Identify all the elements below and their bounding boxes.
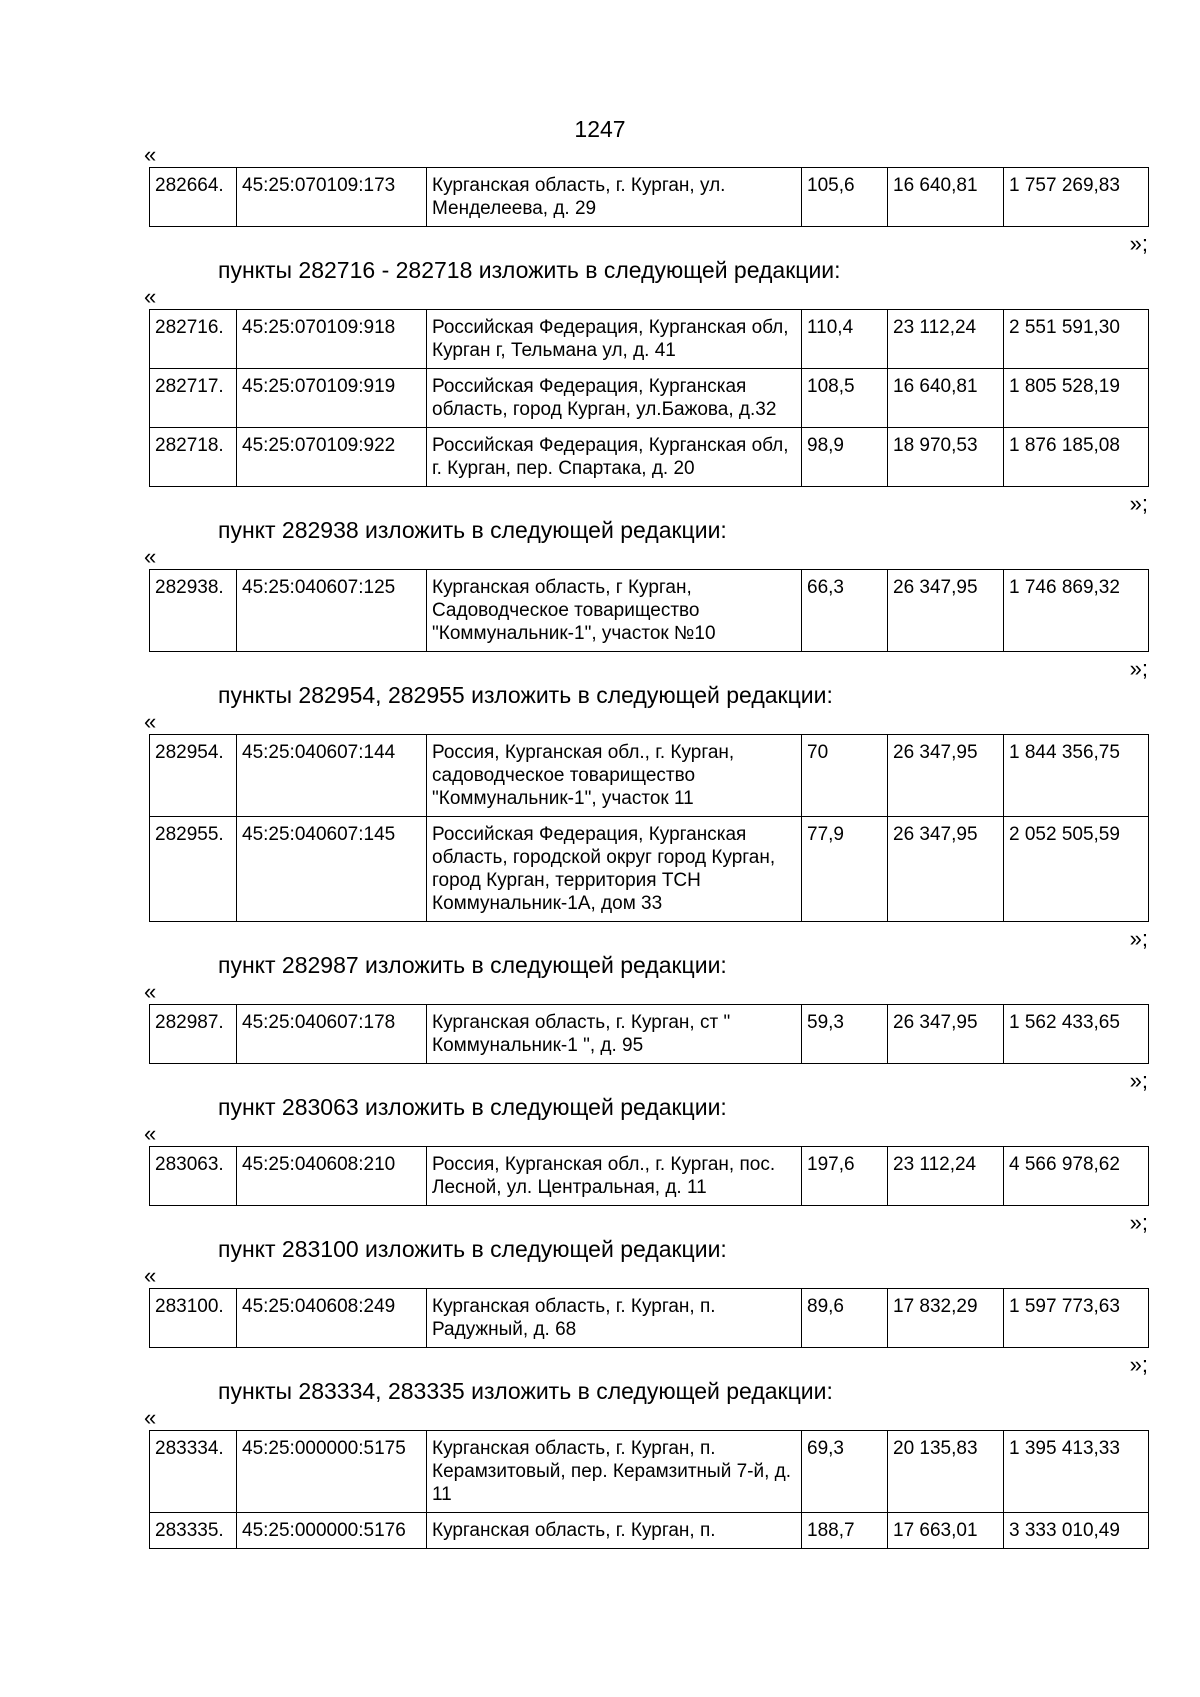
opening-quote: «	[144, 1405, 157, 1430]
specific-value-cell: 26 347,95	[888, 735, 1004, 817]
area-cell: 98,9	[802, 428, 888, 487]
cadastral-number-cell: 45:25:070109:919	[237, 369, 427, 428]
area-cell: 188,7	[802, 1513, 888, 1549]
cadastral-number-cell: 45:25:040608:249	[237, 1289, 427, 1348]
cadastral-number-cell: 45:25:070109:918	[237, 310, 427, 369]
cadastral-number-cell: 45:25:070109:173	[237, 168, 427, 227]
opening-quote: «	[144, 284, 157, 309]
address-cell: Курганская область, г. Курган, п.	[427, 1513, 802, 1549]
amendment-section	[0, 1234, 1200, 1376]
table-row	[150, 1289, 1149, 1348]
specific-value-cell: 17 832,29	[888, 1289, 1004, 1348]
amendment-instruction: пункты 282716 - 282718 изложить в следующей редакции:	[218, 257, 841, 283]
cadastral-value-cell: 2 052 505,59	[1004, 817, 1149, 922]
cadastral-value-cell: 1 876 185,08	[1004, 428, 1149, 487]
cadastral-value-cell: 3 333 010,49	[1004, 1513, 1149, 1549]
cadastral-number-cell: 45:25:000000:5175	[237, 1431, 427, 1513]
amendment-table	[149, 734, 1149, 922]
amendment-section	[0, 255, 1200, 515]
specific-value-cell: 26 347,95	[888, 1005, 1004, 1064]
table-row	[150, 428, 1149, 487]
opening-quote: «	[144, 544, 157, 569]
cadastral-value-cell: 1 395 413,33	[1004, 1431, 1149, 1513]
amendment-section	[0, 515, 1200, 680]
area-cell: 108,5	[802, 369, 888, 428]
cadastral-number-cell: 45:25:070109:922	[237, 428, 427, 487]
item-number-cell: 282955.	[150, 817, 237, 922]
amendment-table	[149, 569, 1149, 652]
area-cell: 66,3	[802, 570, 888, 652]
amendment-table	[149, 167, 1149, 227]
amendment-instruction: пункт 282987 изложить в следующей редакции:	[218, 952, 727, 978]
amendment-instruction: пункт 283063 изложить в следующей редакции:	[218, 1094, 727, 1120]
area-cell: 110,4	[802, 310, 888, 369]
item-number-cell: 282664.	[150, 168, 237, 227]
specific-value-cell: 16 640,81	[888, 369, 1004, 428]
amendment-table	[149, 1004, 1149, 1064]
item-number-cell: 283063.	[150, 1147, 237, 1206]
closing-quote: »;	[1129, 656, 1148, 681]
table-row	[150, 168, 1149, 227]
amendment-section	[0, 1376, 1200, 1577]
closing-quote: »;	[1129, 926, 1148, 951]
amendment-section	[0, 1092, 1200, 1234]
item-number-cell: 282718.	[150, 428, 237, 487]
address-cell: Российская Федерация, Курганская обл, Курган г, Тельмана ул, д. 41	[427, 310, 802, 369]
cadastral-number-cell: 45:25:040607:125	[237, 570, 427, 652]
closing-quote: »;	[1129, 491, 1148, 516]
address-cell: Курганская область, г. Курган, ст " Коммунальник-1 ", д. 95	[427, 1005, 802, 1064]
cadastral-number-cell: 45:25:000000:5176	[237, 1513, 427, 1549]
area-cell: 77,9	[802, 817, 888, 922]
table-row	[150, 1431, 1149, 1513]
specific-value-cell: 18 970,53	[888, 428, 1004, 487]
area-cell: 70	[802, 735, 888, 817]
cadastral-number-cell: 45:25:040608:210	[237, 1147, 427, 1206]
amendment-instruction: пункт 282938 изложить в следующей редакции:	[218, 517, 727, 543]
table-row	[150, 1005, 1149, 1064]
address-cell: Россия, Курганская обл., г. Курган, пос. Лесной, ул. Центральная, д. 11	[427, 1147, 802, 1206]
amendment-instruction: пункты 282954, 282955 изложить в следующей редакции:	[218, 682, 833, 708]
table-row	[150, 817, 1149, 922]
cadastral-value-cell: 1 562 433,65	[1004, 1005, 1149, 1064]
opening-quote: «	[144, 142, 157, 167]
area-cell: 69,3	[802, 1431, 888, 1513]
item-number-cell: 282716.	[150, 310, 237, 369]
amendment-section	[0, 143, 1200, 255]
closing-quote: »;	[1129, 1068, 1148, 1093]
cadastral-value-cell: 1 757 269,83	[1004, 168, 1149, 227]
opening-quote: «	[144, 1121, 157, 1146]
specific-value-cell: 20 135,83	[888, 1431, 1004, 1513]
amendment-table	[149, 1430, 1149, 1549]
amendment-table	[149, 309, 1149, 487]
item-number-cell: 283335.	[150, 1513, 237, 1549]
area-cell: 89,6	[802, 1289, 888, 1348]
opening-quote: «	[144, 1263, 157, 1288]
cadastral-value-cell: 1 597 773,63	[1004, 1289, 1149, 1348]
amendment-section	[0, 680, 1200, 950]
table-row	[150, 1147, 1149, 1206]
page-number: 1247	[574, 116, 626, 142]
cadastral-value-cell: 1 805 528,19	[1004, 369, 1149, 428]
area-cell: 197,6	[802, 1147, 888, 1206]
table-row	[150, 1513, 1149, 1549]
address-cell: Курганская область, г. Курган, п. Керамзитовый, пер. Керамзитный 7-й, д. 11	[427, 1431, 802, 1513]
item-number-cell: 282717.	[150, 369, 237, 428]
table-row	[150, 369, 1149, 428]
amendment-instruction: пункты 283334, 283335 изложить в следующей редакции:	[218, 1378, 833, 1404]
closing-quote: »;	[1129, 1352, 1148, 1377]
area-cell: 59,3	[802, 1005, 888, 1064]
item-number-cell: 282987.	[150, 1005, 237, 1064]
cadastral-number-cell: 45:25:040607:144	[237, 735, 427, 817]
amendment-instruction: пункт 283100 изложить в следующей редакции:	[218, 1236, 727, 1262]
opening-quote: «	[144, 979, 157, 1004]
cadastral-value-cell: 1 746 869,32	[1004, 570, 1149, 652]
address-cell: Россия, Курганская обл., г. Курган, садоводческое товарищество "Коммунальник-1", участок 11	[427, 735, 802, 817]
address-cell: Курганская область, г. Курган, п. Радужный, д. 68	[427, 1289, 802, 1348]
address-cell: Российская Федерация, Курганская область, городской округ город Курган, город Курган, территория ТСН Коммунальник-1А, дом 33	[427, 817, 802, 922]
address-cell: Российская Федерация, Курганская область, город Курган, ул.Бажова, д.32	[427, 369, 802, 428]
table-row	[150, 570, 1149, 652]
specific-value-cell: 26 347,95	[888, 817, 1004, 922]
closing-quote	[0, 1549, 1200, 1577]
amendment-table	[149, 1288, 1149, 1348]
specific-value-cell: 16 640,81	[888, 168, 1004, 227]
cadastral-value-cell: 2 551 591,30	[1004, 310, 1149, 369]
amendment-section	[0, 950, 1200, 1092]
closing-quote: »;	[1129, 1210, 1148, 1235]
cadastral-number-cell: 45:25:040607:145	[237, 817, 427, 922]
area-cell: 105,6	[802, 168, 888, 227]
item-number-cell: 283334.	[150, 1431, 237, 1513]
document-body	[0, 143, 1200, 1577]
table-row	[150, 310, 1149, 369]
address-cell: Курганская область, г. Курган, ул. Менделеева, д. 29	[427, 168, 802, 227]
specific-value-cell: 26 347,95	[888, 570, 1004, 652]
specific-value-cell: 23 112,24	[888, 310, 1004, 369]
address-cell: Российская Федерация, Курганская обл, г. Курган, пер. Спартака, д. 20	[427, 428, 802, 487]
amendment-table	[149, 1146, 1149, 1206]
cadastral-value-cell: 4 566 978,62	[1004, 1147, 1149, 1206]
address-cell: Курганская область, г Курган, Садоводческое товарищество "Коммунальник-1", участок №10	[427, 570, 802, 652]
item-number-cell: 283100.	[150, 1289, 237, 1348]
cadastral-value-cell: 1 844 356,75	[1004, 735, 1149, 817]
specific-value-cell: 23 112,24	[888, 1147, 1004, 1206]
item-number-cell: 282938.	[150, 570, 237, 652]
specific-value-cell: 17 663,01	[888, 1513, 1004, 1549]
cadastral-number-cell: 45:25:040607:178	[237, 1005, 427, 1064]
table-row	[150, 735, 1149, 817]
closing-quote: »;	[1129, 231, 1148, 256]
opening-quote: «	[144, 709, 157, 734]
item-number-cell: 282954.	[150, 735, 237, 817]
